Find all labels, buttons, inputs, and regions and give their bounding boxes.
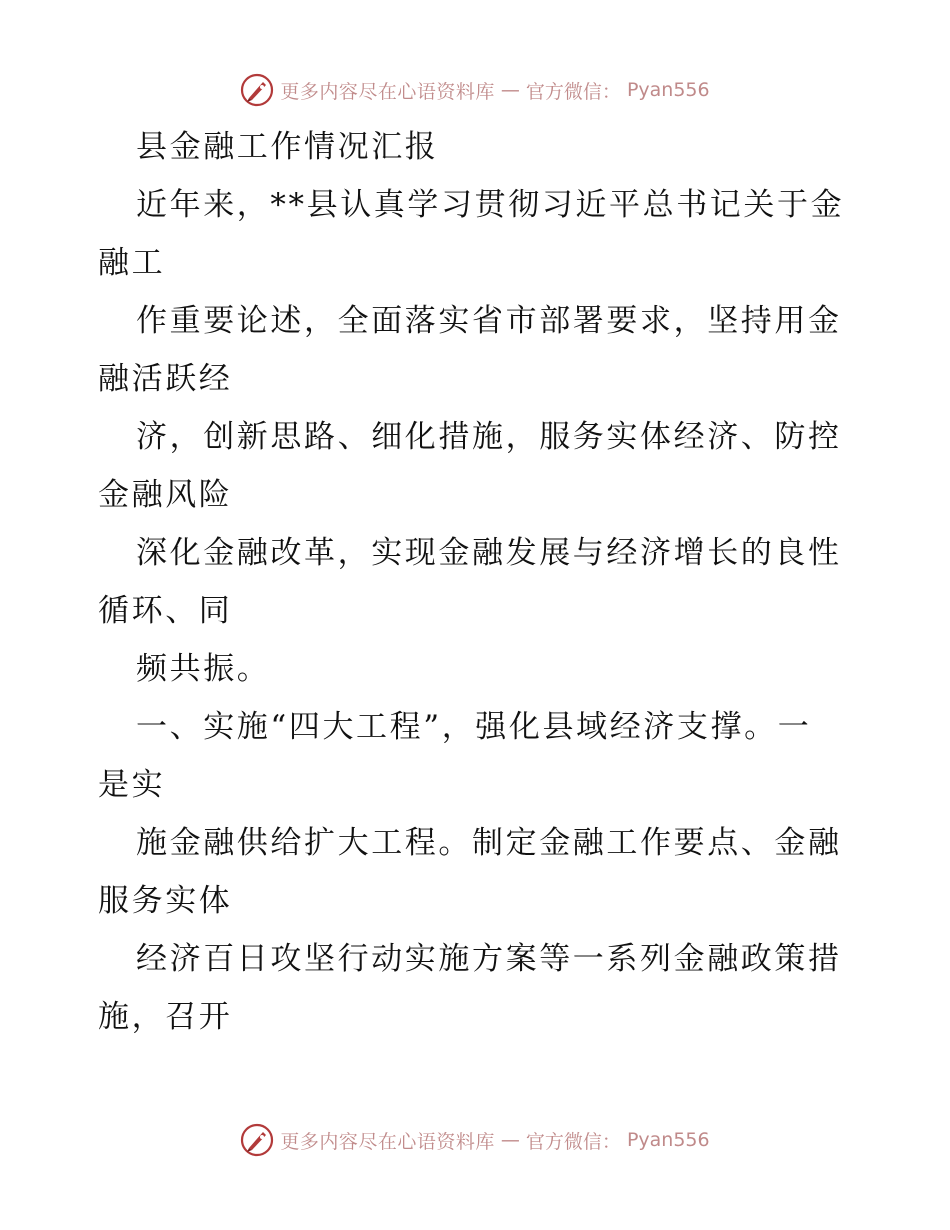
header-watermark <box>0 70 950 110</box>
quill-logo-icon <box>240 1123 274 1157</box>
watermark-site-text: 更多内容尽在心语资料库 <box>280 80 495 103</box>
text-line: 施金融供给扩大工程。制定金融工作要点、金融 <box>136 825 842 861</box>
text-line: 循环、同 <box>98 593 233 629</box>
text-line: 作重要论述，全面落实省市部署要求，坚持用金 <box>136 303 842 339</box>
text-line: 近年来，**县认真学习贯彻习近平总书记关于金 <box>136 187 845 223</box>
text-line: 济，创新思路、细化措施，服务实体经济、防控 <box>136 419 842 455</box>
text-line: 经济百日攻坚行动实施方案等一系列金融政策措 <box>136 941 842 977</box>
watermark-site-text: 更多内容尽在心语资料库 <box>280 1130 495 1153</box>
text-line: 融工 <box>98 245 166 281</box>
document-title: 县金融工作情况汇报 <box>136 129 439 165</box>
section-heading-line: 一、实施“四大工程”，强化县域经济支撑。一 <box>136 709 812 745</box>
watermark-dash: — <box>500 1129 520 1151</box>
text-line: 施，召开 <box>98 999 233 1035</box>
watermark-wechat-id: Pyan556 <box>626 79 710 101</box>
watermark-wechat-label: 官方微信： <box>525 1130 621 1153</box>
quill-logo-icon <box>240 73 274 107</box>
text-line: 金融风险 <box>98 477 233 513</box>
document-body <box>98 118 858 1046</box>
text-line: 频共振。 <box>136 651 271 687</box>
text-line: 是实 <box>98 767 166 803</box>
watermark-wechat-label: 官方微信： <box>525 80 621 103</box>
text-line: 深化金融改革，实现金融发展与经济增长的良性 <box>136 535 842 571</box>
watermark-wechat-id: Pyan556 <box>626 1129 710 1151</box>
text-line: 融活跃经 <box>98 361 233 397</box>
watermark-dash: — <box>500 79 520 101</box>
text-line: 服务实体 <box>98 883 233 919</box>
footer-watermark <box>0 1120 950 1160</box>
